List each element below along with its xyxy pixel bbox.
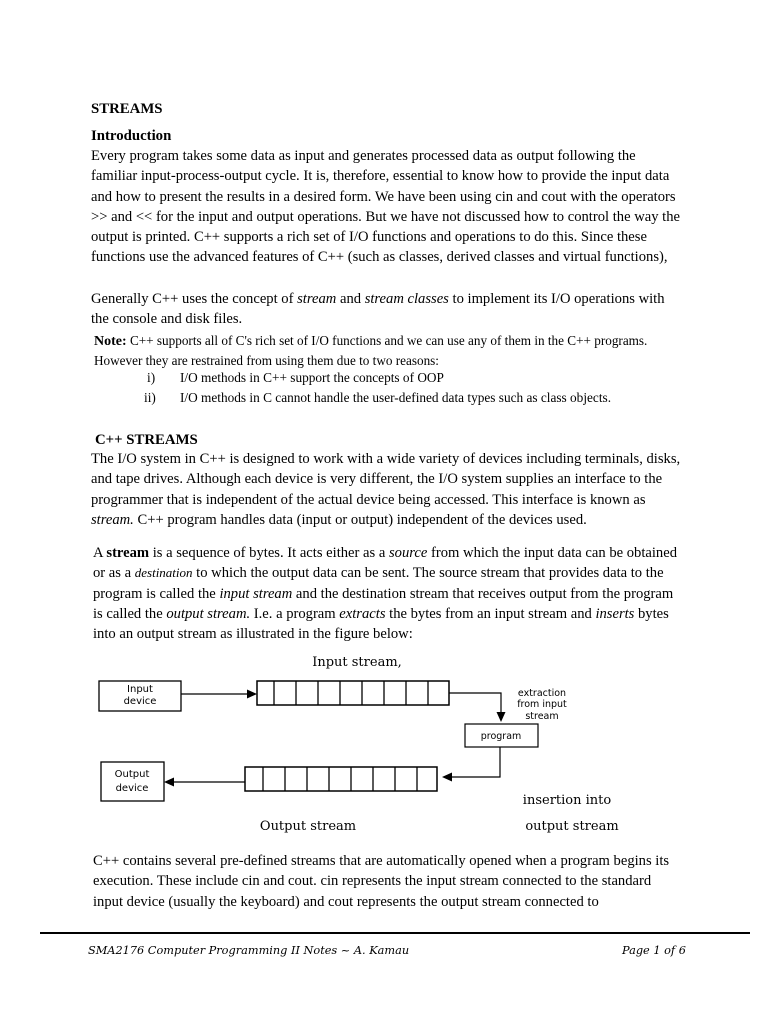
intro-heading: Introduction (91, 128, 172, 144)
svg-text:Output: Output (114, 769, 150, 780)
list-item: I/O methods in C cannot handle the user-defined data types such as class objects. (180, 390, 612, 405)
list-item-num: i) (147, 370, 156, 385)
cpp-streams-paragraph: The I/O system in C++ is designed to work with a wide variety of devices including terminals, disks, and tape drives. Although each device is very different, the I/O system supplies an interface to the programmer that is independent of the actual device being accessed. This interface is known as stream. C++ program handles data (input or output) independent of the devices used. (91, 451, 681, 528)
svg-text:program: program (480, 731, 522, 742)
svg-text:output stream: output stream (525, 819, 619, 834)
footer-course: SMA2176 Computer Programming II Notes ~ A. Kamau (88, 944, 410, 957)
svg-text:stream: stream (525, 711, 559, 722)
list-item: I/O methods in C++ support the concepts of OOP (180, 370, 444, 385)
list-item-num: ii) (144, 390, 156, 405)
page-heading: STREAMS (91, 101, 163, 117)
svg-text:extraction: extraction (517, 688, 567, 699)
svg-text:Output stream: Output stream (259, 819, 357, 834)
footer-rule (40, 932, 750, 934)
svg-text:from input: from input (517, 699, 567, 710)
stream-definition-paragraph: A stream is a sequence of bytes. It acts either as a source from which the input data can be obtained or as a destination to which the output data can be sent. The source stream that provides data to the program is called the input stream and the destination stream that receives output from the program is called the output stream. I.e. a program extracts the bytes from an input stream and inserts bytes into an output stream as illustrated in the figure below: (93, 545, 677, 643)
predefined-streams-paragraph: C++ contains several pre-defined streams that are automatically opened when a program begins its execution. These include cin and cout. cin represents the input stream connected to the standard input device (usually the keyboard) and cout represents the output stream connected to (93, 853, 670, 910)
svg-text:insertion into: insertion into (522, 793, 612, 808)
note-label: Note: (94, 334, 127, 349)
note-paragraph: Note: C++ supports all of C's rich set of I/O functions and we can use any of them in the C++ programs. However they are restrained from using them due to two reasons: (94, 333, 648, 369)
extraction-arrow (449, 693, 501, 717)
section-heading: C++ STREAMS (95, 432, 198, 448)
intro-paragraph: Every program takes some data as input and generates processed data as output following the familiar input-process-output cycle. It is, therefore, essential to know how to provide the input data and how to present the results in a desired form. We have been using cin and cout with the operators >> and << for the input and output operations. But we have not discussed how to control the way the output is printed. C++ supports a rich set of I/O functions and operations to do this. Since these functions use the advanced features of C++ (such as classes, derived classes and virtual functions), (91, 148, 680, 266)
insertion-arrow (452, 747, 500, 777)
output-device-box (101, 762, 164, 801)
output-stream-buffer (245, 767, 437, 791)
footer-page-number: Page 1 of 6 (622, 944, 686, 957)
svg-text:device: device (123, 696, 157, 707)
input-stream-buffer (257, 681, 449, 705)
intro-paragraph-2: Generally C++ uses the concept of stream and stream classes to implement its I/O operations with the console and disk files. (91, 291, 665, 328)
svg-text:Input: Input (127, 684, 153, 695)
input-stream-label: Input stream, (312, 655, 402, 670)
svg-text:device: device (115, 783, 149, 794)
